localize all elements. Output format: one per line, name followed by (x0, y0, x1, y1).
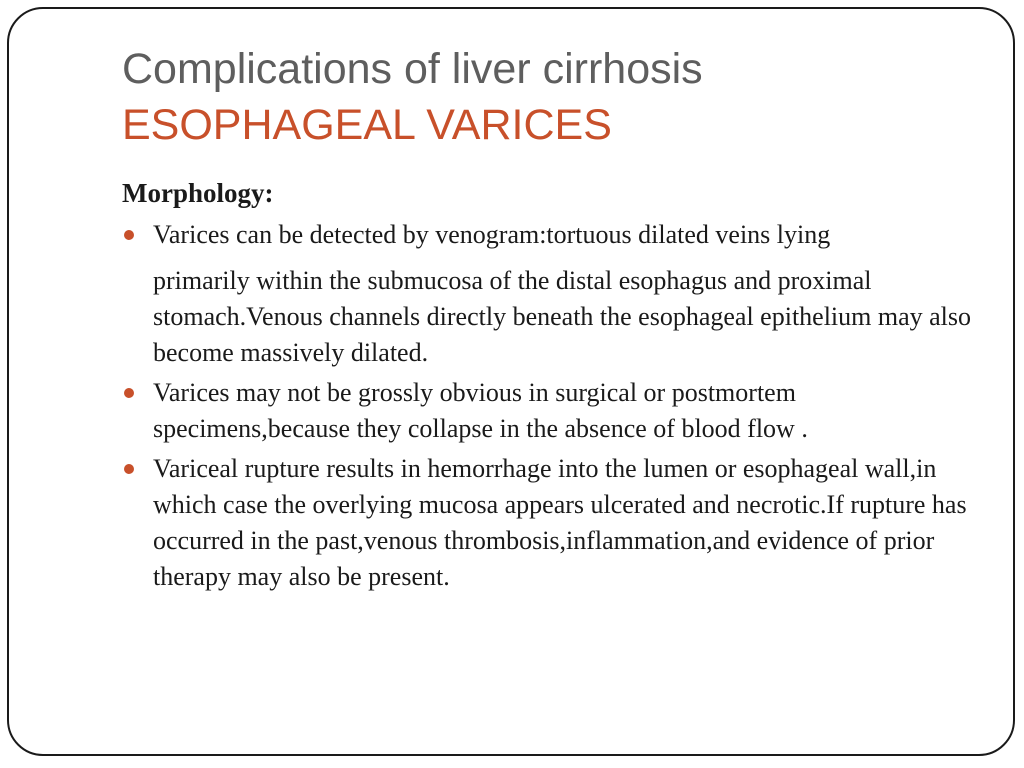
bullet-text-2: Varices may not be grossly obvious in surgical or postmortem specimens,because they collapse in the absence of blood flow . (153, 378, 808, 443)
bullet-item-1 (122, 217, 982, 371)
bullet-dot-icon (124, 388, 134, 398)
bullet-dot-icon (124, 230, 134, 240)
bullet-item-3 (122, 451, 982, 595)
bullet-1-continuation: primarily within the submucosa of the distal esophagus and proximal stomach.Venous channels directly beneath the esophageal epithelium may also become massively dilated. (153, 266, 972, 367)
slide-title (122, 41, 982, 153)
bullet-text-3: Variceal rupture results in hemorrhage into the lumen or esophageal wall,in which case the overlying mucosa appears ulcerated and necrotic.If rupture has occurred in the past,venous thrombosis,inflammation,and evidence of prior therapy may also be present. (153, 454, 967, 591)
bullet-dot-icon (124, 464, 134, 474)
section-heading: Morphology: (122, 178, 274, 208)
title-line-subtitle: ESOPHAGEAL VARICES (122, 101, 612, 149)
slide-body (122, 173, 982, 595)
title-line-main: Complications of liver cirrhosis (122, 45, 703, 93)
bullet-item-2 (122, 375, 982, 447)
slide-frame (7, 7, 1015, 756)
bullet-text-1 (153, 217, 982, 371)
bullet-1-first-line: Varices can be detected by venogram:tortuous dilated veins lying (153, 220, 831, 249)
